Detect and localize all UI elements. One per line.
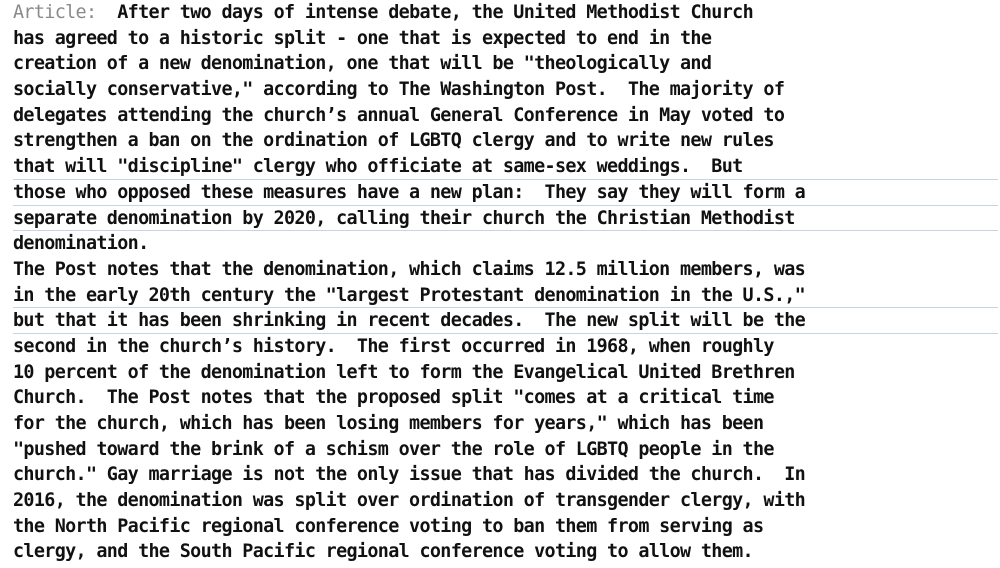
- text-line: strengthen a ban on the ordination of LGBTQ clergy and to write new rules: [13, 130, 774, 152]
- article-text: [13, 0, 998, 565]
- text-line: second in the church’s history. The first occurred in 1968, when roughly: [13, 335, 774, 357]
- text-line: clergy, and the South Pacific regional conference voting to allow them.: [13, 541, 753, 563]
- text-line: for the church, which has been losing members for years," which has been: [13, 413, 764, 434]
- highlighted-line: separate denomination by 2020, calling their church the Christian Methodist: [13, 206, 998, 232]
- highlighted-line: in the early 20th century the "largest Protestant denomination in the U.S.,": [13, 283, 998, 309]
- text-line: church." Gay marriage is not the only issue that has divided the church. In: [13, 464, 806, 486]
- text-line: the North Pacific regional conference voting to ban them from serving as: [13, 515, 764, 537]
- article-label: Article:: [13, 2, 97, 23]
- text-line: socially conservative," according to The Washington Post. The majority of: [13, 79, 785, 101]
- text-line: 2016, the denomination was split over ordination of transgender clergy, with: [13, 490, 806, 512]
- text-line: creation of a new denomination, one that will be "theologically and: [13, 53, 712, 75]
- highlighted-line: those who opposed these measures have a new plan: They say they will form a: [13, 180, 998, 206]
- text-line: Article: After two days of intense debate, the United Methodist Church: [13, 2, 753, 23]
- text-line: 10 percent of the denomination left to form the Evangelical United Brethren: [13, 361, 795, 383]
- highlighted-line: that will "discipline" clergy who officiate at same-sex weddings. But: [13, 154, 998, 180]
- text-line: denomination.: [13, 233, 149, 255]
- text-line: The Post notes that the denomination, which claims 12.5 million members, was: [13, 258, 806, 280]
- text-line: "pushed toward the brink of a schism over the role of LGBTQ people in the: [13, 438, 774, 460]
- highlighted-line: but that it has been shrinking in recent decades. The new split will be the: [13, 308, 998, 334]
- text-line: has agreed to a historic split - one that is expected to end in the: [13, 27, 712, 49]
- text-line: delegates attending the church’s annual General Conference in May voted to: [13, 104, 785, 126]
- text-line: Church. The Post notes that the proposed split "comes at a critical time: [13, 387, 774, 409]
